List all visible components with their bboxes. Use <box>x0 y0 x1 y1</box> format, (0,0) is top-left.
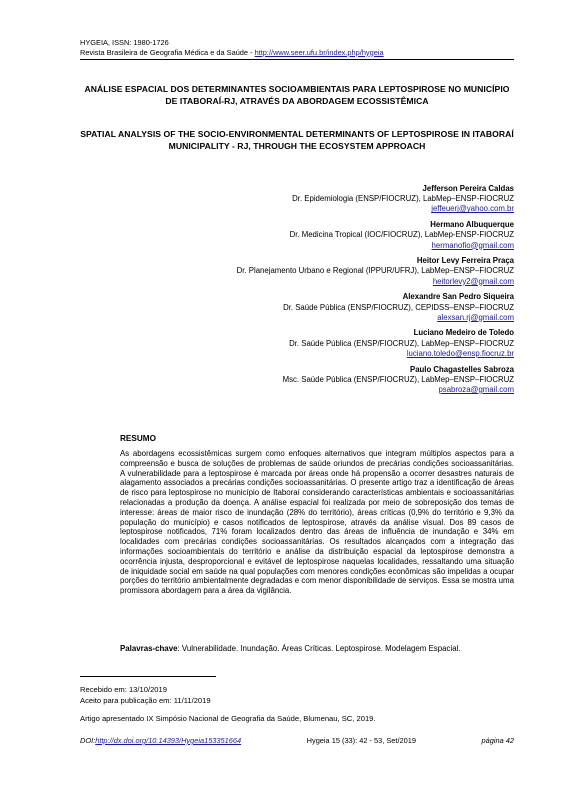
page-footer <box>80 736 514 745</box>
author-entry <box>114 365 514 396</box>
title-english: SPATIAL ANALYSIS OF THE SOCIO-ENVIRONMENTAL DETERMINANTS OF LEPTOSPIROSE IN ITABORAÍ MUNICIPALITY - RJ, THROUGH THE ECOSYSTEM APPROACH <box>80 129 514 151</box>
author-affiliation: Dr. Saúde Pública (ENSP/FIOCRUZ), CEPIDSS–ENSP–FIOCRUZ <box>283 302 514 312</box>
author-email-link[interactable]: hermanofio@gmail.com <box>431 240 514 250</box>
author-name: Alexandre San Pedro Siqueira <box>402 292 514 302</box>
author-affiliation: Dr. Epidemiologia (ENSP/FIOCRUZ), LabMep–ENSP-FIOCRUZ <box>292 194 514 204</box>
journal-name: Revista Brasileira de Geografia Médica e da Saúde - <box>80 47 255 57</box>
author-entry <box>114 220 514 251</box>
keywords-list: : Vulnerabilidade. Inundação. Áreas Críticas. Leptospirose. Modelagem Espacial. <box>177 644 461 653</box>
author-list <box>114 184 514 401</box>
header-rule <box>80 59 514 60</box>
page-number: página 42 <box>481 736 514 745</box>
author-email-link[interactable]: luciano.toledo@ensp.fiocruz.br <box>406 348 514 358</box>
author-affiliation: Msc. Saúde Pública (ENSP/FIOCRUZ), LabMep–ENSP–FIOCRUZ <box>282 374 514 384</box>
abstract-heading: RESUMO <box>120 434 156 443</box>
author-email-link[interactable]: alexsan.rj@gmail.com <box>437 312 514 322</box>
journal-header <box>80 38 384 57</box>
author-email-link[interactable]: jeffeuerj@yahoo.com.br <box>431 204 514 214</box>
title-portuguese: ANÁLISE ESPACIAL DOS DETERMINANTES SOCIOAMBIENTAIS PARA LEPTOSPIROSE NO MUNICÍPIO DE ITABORAÍ-RJ, ATRAVÉS DA ABORDAGEM ECOSSISTÊMICA <box>84 84 510 106</box>
footnote-rule <box>80 676 216 677</box>
doi-link[interactable]: http://dx.doi.org/10.14393/Hygeia153351664 <box>95 736 242 745</box>
author-name: Paulo Chagastelles Sabroza <box>410 364 514 374</box>
keywords-label: Palavras-chave <box>120 644 178 653</box>
author-affiliation: Dr. Planejamento Urbano e Regional (IPPUR/UFRJ), LabMep–ENSP–FIOCRUZ <box>236 266 514 276</box>
journal-issn: HYGEIA, ISSN: 1980-1726 <box>80 38 169 47</box>
presentation-note: Artigo apresentado IX Simpósio Nacional de Geografia da Saúde, Blumenau, SC, 2019. <box>80 714 376 723</box>
author-entry <box>114 256 514 287</box>
author-affiliation: Dr. Medicina Tropical (IOC/FIOCRUZ), LabMep-ENSP-FIOCRUZ <box>289 230 514 240</box>
author-entry <box>114 184 514 215</box>
author-name: Hermano Albuquerque <box>430 220 514 230</box>
journal-url-link[interactable]: http://www.seer.ufu.br/index.php/hygeia <box>254 47 384 57</box>
author-affiliation: Dr. Saúde Pública (ENSP/FIOCRUZ), LabMep–ENSP–FIOCRUZ <box>289 338 514 348</box>
author-entry <box>114 328 514 359</box>
author-email-link[interactable]: psabroza@gmail.com <box>438 384 514 394</box>
doi <box>80 736 241 745</box>
author-email-link[interactable]: heitorlevy2@gmail.com <box>432 276 514 286</box>
author-name: Heitor Levy Ferreira Praça <box>416 256 514 266</box>
author-name: Jefferson Pereira Caldas <box>422 184 514 193</box>
doi-label: DOI: <box>80 736 96 745</box>
dates-block <box>80 684 211 706</box>
keywords <box>120 644 514 654</box>
issue-info: Hygeia 15 (33): 42 - 53, Set/2019 <box>306 736 416 745</box>
received-date: Recebido em: 13/10/2019 <box>80 685 167 694</box>
abstract-text: As abordagens ecossistêmicas surgem como enfoques alternativos que integram múltiplos aspectos para a compreensão e busca de soluções de problemas de saúde oriundos de precárias condições socioassanitárias. A vulnerabilidade para a leptospirose é marcada por áreas onde há propensão a ocorrer desastres naturais de alagamento associados a precárias condições socioassanitárias. O presente artigo traz a identificação de áreas de risco para leptospirose no município de Itaboraí considerando características ambientais e socioassanitárias relacionadas a produção da doença. A análise espacial foi realizada por meio de sobreposição dos temas de interesse: áreas de maior risco de inundação (28% do território), áreas críticas (0,9% do território e 9,3% da população do município) e casos notificados de leptospirose, através da análise visual. Dos 89 casos de leptospirose notificados, 71% foram localizados dentro das áreas de influência de inundação e 34% em localidades com precárias condições socioassanitárias. Os resultados alcançados com a integração das informações socioambientais do território e análise da distribuição espacial da leptospirose demonstra a ocorrência injusta, desproporcional e evitável de leptospirose naquelas localidades, ressaltando uma situação de iniquidade social em saúde na qual populações com menores condições econômicas são impelidas a ocupar porções do território ambientalmente degradadas e com menor disponibilidade de serviços. Essa se mostra uma promissora abordagem para a área da vigilância. <box>120 449 514 596</box>
journal-name-line <box>80 48 384 58</box>
accepted-date: Aceito para publicação em: 11/11/2019 <box>80 696 211 705</box>
author-entry <box>114 292 514 323</box>
author-name: Luciano Medeiro de Toledo <box>413 328 514 338</box>
